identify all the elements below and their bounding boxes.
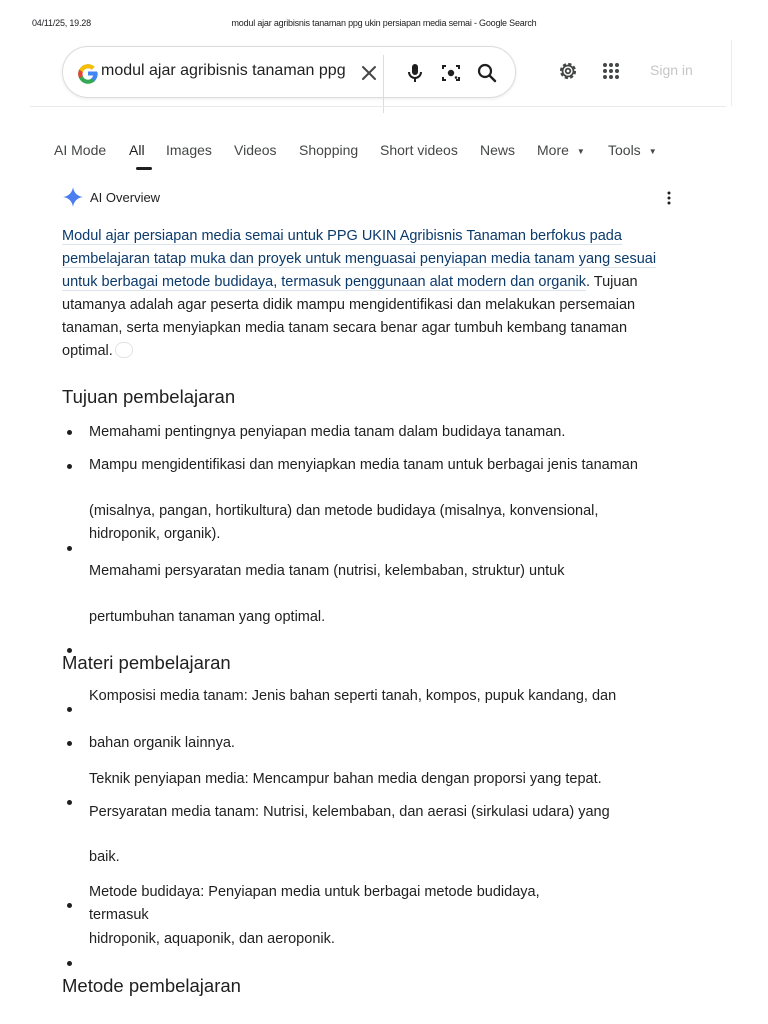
list-item: baik. bbox=[89, 849, 120, 865]
google-g-icon[interactable] bbox=[75, 60, 101, 86]
section-heading-materi: Materi pembelajaran bbox=[62, 652, 231, 673]
microphone-icon[interactable] bbox=[403, 61, 427, 85]
tab-images[interactable]: Images bbox=[166, 142, 212, 158]
tab-more[interactable] bbox=[537, 142, 585, 158]
header-edge-divider bbox=[731, 40, 732, 106]
list-item: pertumbuhan tanaman yang optimal. bbox=[89, 609, 326, 625]
chevron-down-icon: ▼ bbox=[576, 146, 585, 156]
tab-all[interactable]: All bbox=[129, 142, 145, 158]
search-bar-divider bbox=[383, 55, 384, 113]
bullet-icon bbox=[67, 464, 72, 469]
list-item: Mampu mengidentifikasi dan menyiapkan media tanam untuk berbagai jenis tanaman bbox=[89, 457, 638, 473]
more-options-icon[interactable] bbox=[662, 190, 676, 206]
list-item: Teknik penyiapan media: Mencampur bahan media dengan proporsi yang tepat. bbox=[89, 771, 602, 787]
list-item: Memahami pentingnya penyiapan media tanam dalam budidaya tanaman. bbox=[89, 424, 566, 440]
bullet-icon bbox=[67, 800, 72, 805]
list-item: bahan organik lainnya. bbox=[89, 735, 235, 751]
bullet-icon bbox=[67, 707, 72, 712]
ai-overview-header bbox=[62, 186, 682, 210]
bullet-icon bbox=[67, 430, 72, 435]
tab-more-label: More bbox=[537, 142, 569, 158]
gemini-sparkle-icon bbox=[62, 186, 84, 208]
chevron-down-icon: ▼ bbox=[648, 146, 657, 156]
list-item: (misalnya, pangan, hortikultura) dan metode budidaya (misalnya, konvensional, hidroponik, organik). bbox=[89, 503, 599, 542]
list-item: hidroponik, aquaponik, dan aeroponik. bbox=[89, 931, 335, 947]
ai-overview-rest: . Tujuan utamanya adalah agar peserta didik mampu mengidentifikasi dan melakukan persemaian tanaman, serta menyiapkan media tanam secara benar agar tumbuh kembang tanaman optimal. bbox=[62, 274, 638, 359]
bullet-icon bbox=[67, 903, 72, 908]
search-tabs bbox=[0, 140, 768, 170]
list-item: Komposisi media tanam: Jenis bahan seperti tanah, kompos, pupuk kandang, dan bbox=[89, 688, 617, 704]
ai-overview-text bbox=[62, 225, 672, 363]
active-tab-indicator bbox=[136, 167, 152, 170]
list-item: Memahami persyaratan media tanam (nutrisi, kelembaban, struktur) untuk bbox=[89, 563, 565, 579]
close-icon[interactable] bbox=[357, 61, 381, 85]
ai-overview-title: AI Overview bbox=[90, 190, 161, 205]
print-title: modul ajar agribisnis tanaman ppg ukin persiapan media semai - Google Search bbox=[231, 18, 537, 28]
bullet-icon bbox=[67, 741, 72, 746]
list-item: Persyaratan media tanam: Nutrisi, kelembaban, dan aerasi (sirkulasi udara) yang bbox=[89, 804, 610, 820]
lens-camera-icon[interactable] bbox=[439, 61, 463, 85]
print-header bbox=[0, 18, 768, 32]
search-bar[interactable] bbox=[62, 46, 516, 98]
search-input[interactable]: modul ajar agribisnis tanaman ppg bbox=[101, 62, 346, 79]
print-date: 04/11/25, 19.28 bbox=[32, 18, 91, 28]
tab-short-videos[interactable]: Short videos bbox=[380, 142, 458, 158]
tab-videos[interactable]: Videos bbox=[234, 142, 277, 158]
search-icon[interactable] bbox=[475, 61, 499, 85]
list-item: Metode budidaya: Penyiapan media untuk berbagai metode budidaya, termasuk bbox=[89, 884, 540, 923]
bullet-icon bbox=[67, 546, 72, 551]
apps-grid-icon[interactable] bbox=[599, 59, 623, 83]
tab-tools-label: Tools bbox=[608, 142, 641, 158]
gear-icon[interactable] bbox=[556, 59, 580, 83]
bullet-icon bbox=[67, 961, 72, 966]
header-divider bbox=[30, 106, 726, 107]
sign-in-button[interactable]: Sign in bbox=[650, 62, 693, 78]
section-heading-metode: Metode pembelajaran bbox=[62, 975, 241, 996]
source-link-icon[interactable] bbox=[115, 342, 133, 358]
tab-ai-mode[interactable]: AI Mode bbox=[54, 142, 107, 158]
tab-tools[interactable] bbox=[608, 142, 657, 158]
section-heading-tujuan: Tujuan pembelajaran bbox=[62, 386, 236, 407]
tab-shopping[interactable]: Shopping bbox=[299, 142, 359, 158]
tab-news[interactable]: News bbox=[480, 142, 516, 158]
ai-overview-highlight[interactable]: Modul ajar persiapan media semai untuk PPG UKIN Agribisnis Tanaman berfokus pada pembelajaran tatap muka dan proyek untuk menguasai penyiapan media tanam yang sesuai untuk berbagai metode budidaya, termasuk penggunaan alat modern dan organik bbox=[62, 228, 657, 290]
